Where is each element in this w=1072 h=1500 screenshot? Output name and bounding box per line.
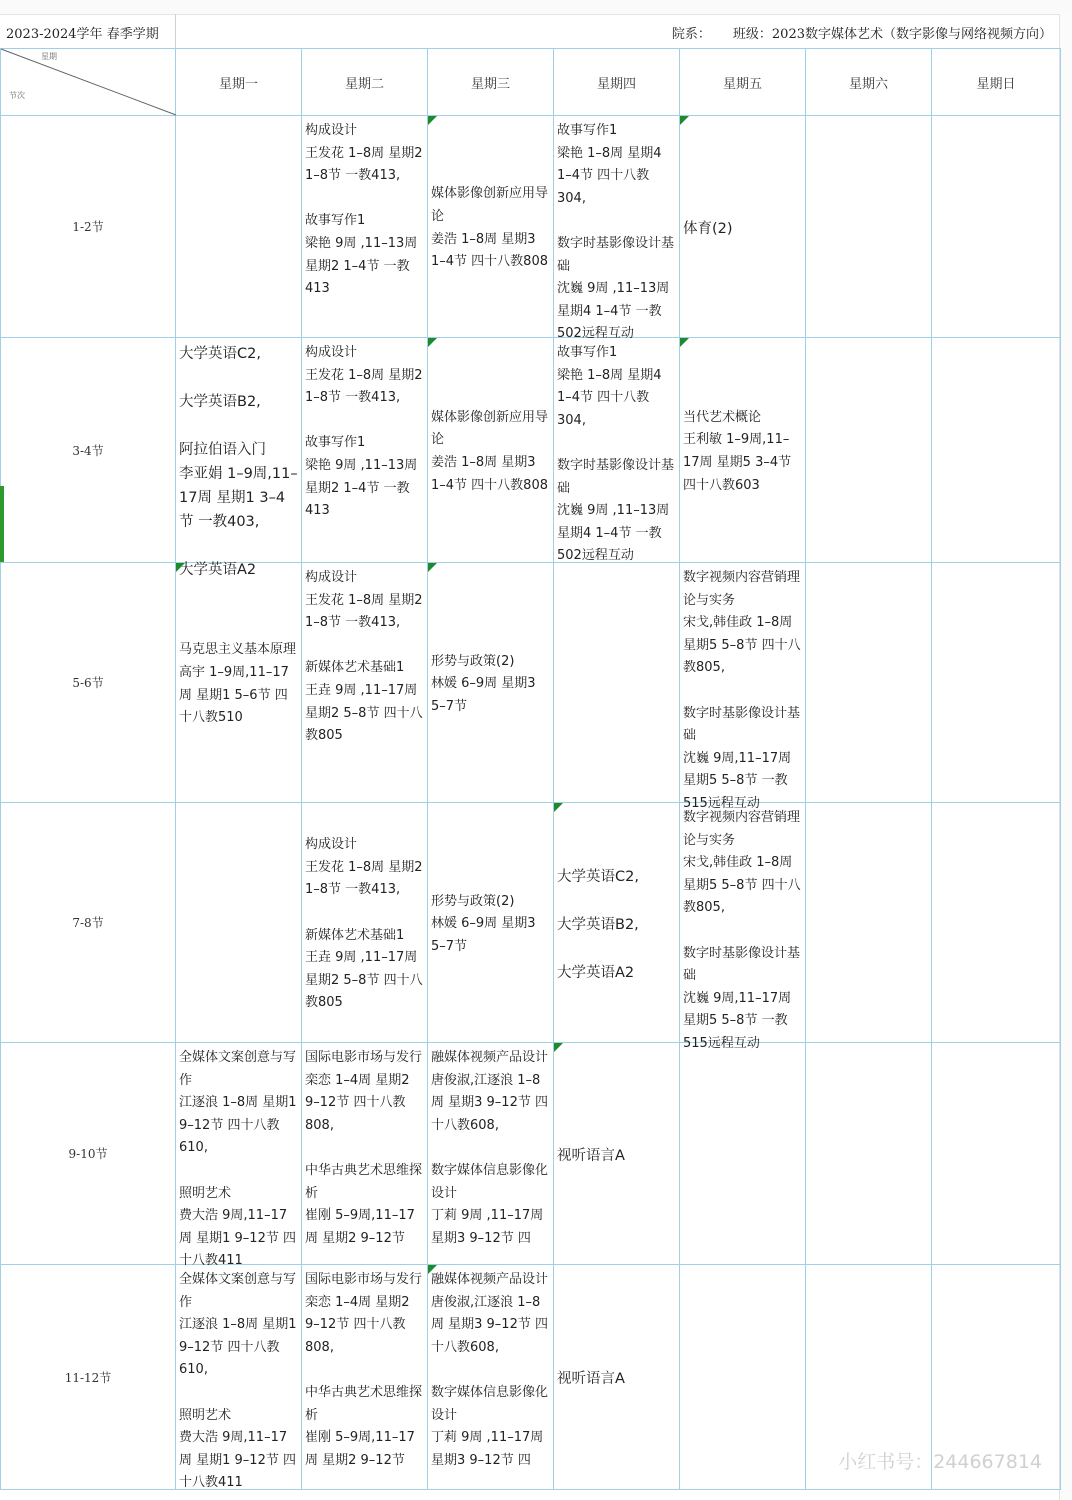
course-entry: 全媒体文案创意与写作 江逐浪 1–8周 星期1 9–12节 四十八教610, 照明艺术 费大浩 9周,11–17周 星期1 9–12节 四十八教411: [179, 1050, 297, 1269]
timetable-grid: [0, 48, 1061, 1490]
period-label: 11-12节: [1, 1265, 176, 1490]
period-label: 9-10节: [1, 1043, 176, 1265]
schedule-cell[interactable]: [302, 338, 428, 563]
schedule-cell[interactable]: [932, 116, 1061, 338]
top-strip: [0, 0, 1072, 15]
timetable-header: [0, 14, 1060, 49]
schedule-cell[interactable]: [806, 803, 932, 1043]
timetable-row: [1, 338, 1061, 563]
comment-marker-icon: [554, 1043, 563, 1052]
course-entry: 构成设计 王发花 1–8周 星期2 1–8节 一教413, 故事写作1 梁艳 9周 ,11–13周 星期2 1–4节 一教413: [305, 345, 423, 519]
schedule-cell[interactable]: [806, 1043, 932, 1265]
course-entry: 视听语言A: [557, 1147, 625, 1164]
course-entry: 故事写作1 梁艳 1–8周 星期4 1–4节 四十八教304, 数字时基影像设计基础 沈巍 9周 ,11–13周 星期4 1–4节 一教502远程互动: [557, 345, 675, 564]
course-entry: 融媒体视频产品设计 唐俊淑,江逐浪 1–8周 星期3 9–12节 四十八教608, 数字媒体信息影像化设计 丁莉 9周 ,11–17周 星期3 9–12节 四: [431, 1050, 549, 1246]
department-label: 院系：: [671, 27, 711, 42]
day-header-row: [1, 49, 1061, 116]
schedule-cell[interactable]: [554, 1043, 680, 1265]
schedule-cell[interactable]: [176, 1265, 302, 1490]
corner-cell: [1, 49, 176, 116]
schedule-cell[interactable]: [176, 1043, 302, 1269]
row-selection-indicator: [0, 486, 4, 562]
course-entry: 国际电影市场与发行 栾恋 1–4周 星期2 9–12节 四十八教808, 中华古典艺术思维探析 崔刚 5–9周,11–17周 星期2 9–12节: [305, 1050, 423, 1246]
day-header[interactable]: 星期六: [806, 49, 932, 116]
schedule-cell[interactable]: [428, 1043, 554, 1265]
comment-marker-icon: [428, 1265, 437, 1274]
corner-period-label: 节次: [9, 91, 25, 100]
comment-marker-icon: [176, 563, 185, 572]
schedule-cell[interactable]: [554, 338, 680, 563]
schedule-cell[interactable]: [806, 563, 932, 803]
course-entry: 数字视频内容营销理论与实务 宋戈,韩佳政 1–8周 星期5 5–8节 四十八教805, 数字时基影像设计基础 沈巍 9周,11–17周 星期5 5–8节 一教515远程互动: [683, 570, 801, 811]
schedule-cell[interactable]: [554, 116, 680, 342]
schedule-cell[interactable]: [680, 803, 806, 1051]
course-entry: 故事写作1 梁艳 1–8周 星期4 1–4节 四十八教304, 数字时基影像设计基础 沈巍 9周 ,11–13周 星期4 1–4节 一教502远程互动: [557, 123, 675, 342]
day-header[interactable]: 星期三: [428, 49, 554, 116]
course-entry: 大学英语C2, 大学英语B2, 大学英语A2: [557, 868, 639, 981]
course-entry: 构成设计 王发花 1–8周 星期2 1–8节 一教413, 故事写作1 梁艳 9周 ,11–13周 星期2 1–4节 一教413: [305, 123, 423, 297]
class-label: 班级：2023数字媒体艺术（数字影像与网络视频方向）: [732, 27, 1052, 42]
schedule-cell[interactable]: [176, 803, 302, 1043]
course-entry: 体育(2): [683, 220, 733, 237]
period-label: 1-2节: [1, 116, 176, 338]
comment-marker-icon: [428, 563, 437, 572]
day-header[interactable]: 星期日: [932, 49, 1061, 116]
schedule-cell[interactable]: [932, 803, 1061, 1043]
course-entry: 视听语言A: [557, 1371, 625, 1387]
course-entry: 全媒体文案创意与写作 江逐浪 1–8周 星期1 9–12节 四十八教610, 照明艺术 费大浩 9周,11–17周 星期1 9–12节 四十八教411: [179, 1272, 297, 1491]
schedule-cell[interactable]: [554, 1265, 680, 1490]
header-divider: [175, 14, 176, 48]
term-label: 2023-2024学年 春季学期: [6, 27, 159, 42]
schedule-cell[interactable]: [428, 116, 554, 338]
timetable-row: [1, 116, 1061, 338]
schedule-cell[interactable]: [680, 1043, 806, 1265]
schedule-cell[interactable]: [680, 563, 806, 811]
schedule-cell[interactable]: [176, 116, 302, 338]
day-header[interactable]: 星期一: [176, 49, 302, 116]
schedule-cell[interactable]: [302, 1265, 428, 1490]
schedule-cell[interactable]: [680, 1265, 806, 1490]
schedule-cell[interactable]: [428, 338, 554, 563]
schedule-cell[interactable]: [680, 116, 806, 338]
course-entry: 国际电影市场与发行 栾恋 1–4周 星期2 9–12节 四十八教808, 中华古典艺术思维探析 崔刚 5–9周,11–17周 星期2 9–12节: [305, 1272, 423, 1468]
comment-marker-icon: [680, 116, 689, 125]
course-entry: 媒体影像创新应用导论 姜浩 1–8周 星期3 1–4节 四十八教808: [431, 409, 549, 493]
schedule-cell[interactable]: [302, 1043, 428, 1265]
day-header[interactable]: 星期四: [554, 49, 680, 116]
period-label: 7-8节: [1, 803, 176, 1043]
course-entry: 构成设计 王发花 1–8周 星期2 1–8节 一教413, 新媒体艺术基础1 王垚 9周 ,11–17周 星期2 5–8节 四十八教805: [305, 570, 423, 744]
corner-diagonal: [1, 49, 176, 115]
schedule-cell[interactable]: [932, 338, 1061, 563]
course-entry: 媒体影像创新应用导论 姜浩 1–8周 星期3 1–4节 四十八教808: [431, 186, 549, 270]
schedule-cell[interactable]: [932, 563, 1061, 803]
course-entry: 马克思主义基本原理 高宇 1–9周,11–17周 星期1 5–6节 四十八教510: [179, 642, 297, 726]
course-entry: 形势与政策(2) 林媛 6–9周 星期3 5–7节: [431, 893, 536, 954]
comment-marker-icon: [428, 116, 437, 125]
schedule-cell[interactable]: [302, 803, 428, 1043]
day-header[interactable]: 星期五: [680, 49, 806, 116]
schedule-cell[interactable]: [176, 563, 302, 803]
schedule-cell[interactable]: [428, 1265, 554, 1490]
class-info: [650, 23, 1052, 42]
comment-marker-icon: [428, 338, 437, 347]
course-entry: 大学英语C2, 大学英语B2, 阿拉伯语入门 李亚娟 1–9周,11–17周 星期1 3–4节 一教403, 大学英语A2: [179, 346, 298, 578]
schedule-cell[interactable]: [302, 116, 428, 338]
course-entry: 当代艺术概论 王利敏 1–9周,11–17周 星期5 3–4节 四十八教603: [683, 409, 792, 493]
course-entry: 构成设计 王发花 1–8周 星期2 1–8节 一教413, 新媒体艺术基础1 王垚 9周 ,11–17周 星期2 5–8节 四十八教805: [305, 837, 423, 1011]
timetable-row: [1, 1043, 1061, 1265]
period-label: 3-4节: [1, 338, 176, 563]
schedule-cell[interactable]: [428, 803, 554, 1043]
schedule-cell[interactable]: [554, 803, 680, 1043]
comment-marker-icon: [680, 338, 689, 347]
schedule-cell[interactable]: [806, 338, 932, 563]
schedule-cell[interactable]: [428, 563, 554, 803]
corner-day-label: 星期: [41, 52, 57, 61]
schedule-cell[interactable]: [176, 338, 302, 578]
schedule-cell[interactable]: [554, 563, 680, 803]
schedule-cell[interactable]: [932, 1043, 1061, 1265]
day-header[interactable]: 星期二: [302, 49, 428, 116]
schedule-cell[interactable]: [302, 563, 428, 803]
watermark-text: 小红书号：244667814: [838, 1451, 1042, 1473]
course-entry: 融媒体视频产品设计 唐俊淑,江逐浪 1–8周 星期3 9–12节 四十八教608, 数字媒体信息影像化设计 丁莉 9周 ,11–17周 星期3 9–12节 四: [431, 1272, 549, 1468]
course-entry: 数字视频内容营销理论与实务 宋戈,韩佳政 1–8周 星期5 5–8节 四十八教805, 数字时基影像设计基础 沈巍 9周,11–17周 星期5 5–8节 一教515远程互动: [683, 810, 801, 1051]
period-label: 5-6节: [1, 563, 176, 803]
schedule-cell[interactable]: [680, 338, 806, 563]
schedule-cell[interactable]: [806, 116, 932, 338]
timetable-row: [1, 803, 1061, 1043]
comment-marker-icon: [554, 803, 563, 812]
course-entry: 形势与政策(2) 林媛 6–9周 星期3 5–7节: [431, 653, 536, 714]
timetable-row: [1, 563, 1061, 803]
